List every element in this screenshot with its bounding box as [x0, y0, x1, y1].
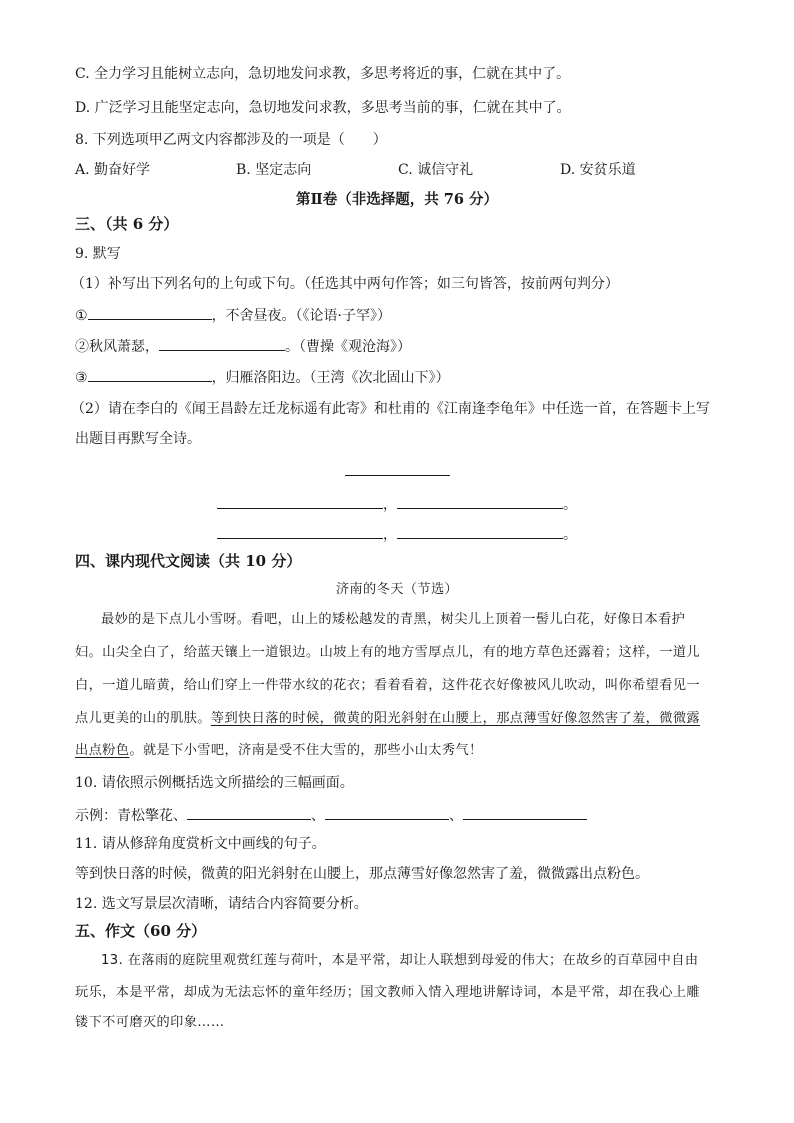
- blank3-prefix: ③: [75, 370, 88, 386]
- q10-blank-3[interactable]: [463, 805, 587, 820]
- q11-quote: 等到快日落的时候，微黄的阳光斜射在山腰上，那点薄雪好像忽然害了羞，微微露出点粉色。: [75, 866, 649, 882]
- passage-title: 济南的冬天（节选）: [335, 582, 459, 597]
- q11-stem: 11. 请从修辞角度赏析文中画线的句子。: [75, 836, 326, 852]
- part2-title: 第Ⅱ卷（非选择题，共 76 分）: [296, 191, 498, 208]
- q10-blank-1[interactable]: [187, 805, 311, 820]
- answer-blank-3[interactable]: [88, 367, 212, 382]
- q9-sub2-line1: （2）请在李白的《闻王昌龄左迁龙标遥有此寄》和杜甫的《江南逢李龟年》中任选一首，在答题卡上写: [71, 401, 710, 417]
- poem-period: 。: [563, 527, 577, 543]
- q9-blank3: [75, 367, 450, 388]
- passage-line-5: [75, 741, 483, 761]
- q9-sub1: （1）补写出下列名句的上句或下句。（任选其中两句作答；如三句皆答，按前两句判分）: [71, 276, 619, 292]
- q8-option-b: B. 坚定志向: [236, 162, 312, 178]
- passage-line-4: [75, 709, 700, 729]
- q13-line-2: 玩乐，本是平常，却成为无法忘怀的童年经历；国文教师入情入理地讲解诗词，本是平常，却在我心上雕: [75, 985, 701, 1000]
- q13-line-1: 13. 在落雨的庭院里观赏红莲与荷叶，本是平常，却让人联想到母爱的伟大；在故乡的百草园中自由: [101, 953, 699, 968]
- answer-blank-2[interactable]: [159, 336, 285, 351]
- q8-option-d: D. 安贫乐道: [560, 162, 636, 178]
- poem-title-line[interactable]: [345, 475, 450, 476]
- q10-sep-1: 、: [311, 808, 325, 824]
- q9-stem: 9. 默写: [75, 246, 121, 262]
- blank2-prefix: ②秋风萧瑟，: [75, 339, 159, 355]
- underlined-sentence-part1: 等到快日落的时候，微黄的阳光斜射在山腰上，那点薄雪好像忽然害了羞，微微露: [210, 711, 701, 726]
- q10-blank-2[interactable]: [325, 805, 449, 820]
- q9-blank2: [75, 336, 411, 357]
- q8-option-c: C. 诚信守礼: [398, 162, 474, 178]
- poem-row-1: [217, 494, 577, 515]
- passage-line-1: 最妙的是下点儿小雪呀。看吧，山上的矮松越发的青黑，树尖儿上顶着一髻儿白花，好像日本看护: [101, 612, 686, 627]
- poem-blank-1a[interactable]: [217, 494, 383, 509]
- q10-example: [75, 805, 587, 826]
- answer-blank-1[interactable]: [88, 305, 212, 320]
- passage-line-5-plain: 。就是下小雪吧，济南是受不住大雪的，那些小山太秀气！: [129, 743, 483, 758]
- q10-sep-2: 、: [449, 808, 463, 824]
- poem-row-2: [217, 524, 577, 545]
- q8-option-a: A. 勤奋好学: [75, 162, 151, 178]
- blank2-suffix: 。（曹操《观沧海》）: [285, 339, 411, 355]
- poem-blank-1b[interactable]: [397, 494, 563, 509]
- blank3-suffix: ，归雁洛阳边。（王湾《次北固山下》）: [211, 370, 450, 386]
- blank1-suffix: ，不舍昼夜。（《论语·子罕》）: [211, 308, 392, 324]
- blank1-prefix: ①: [75, 308, 88, 324]
- q7-option-c: C. 全力学习且能树立志向，急切地发问求教，多思考将近的事，仁就在其中了。: [75, 66, 571, 82]
- passage-line-2: 妇。山尖全白了，给蓝天镶上一道银边。山坡上有的地方雪厚点儿，有的地方草色还露着；这样，一道儿: [75, 645, 701, 660]
- q8-stem: 8. 下列选项甲乙两文内容都涉及的一项是（ ）: [75, 132, 387, 148]
- poem-comma: ，: [383, 497, 397, 513]
- underlined-sentence-part2: 出点粉色: [75, 743, 130, 758]
- q12-stem: 12. 选文写景层次清晰，请结合内容简要分析。: [75, 896, 368, 912]
- q13-line-3: 镂下不可磨灭的印象……: [75, 1015, 225, 1030]
- poem-blank-2b[interactable]: [397, 524, 563, 539]
- section4-heading: 四、课内现代文阅读（共 10 分）: [75, 552, 302, 570]
- section5-heading: 五、作文（60 分）: [75, 922, 207, 940]
- poem-period: 。: [563, 497, 577, 513]
- section3-heading: 三、（共 6 分）: [75, 215, 179, 233]
- passage-line-3: 白，一道儿暗黄，给山们穿上一件带水纹的花衣；看着看着，这件花衣好像被风儿吹动，叫你希望看见一: [75, 678, 701, 693]
- poem-comma: ，: [383, 527, 397, 543]
- q10-example-label: 示例：青松擎花、: [75, 808, 187, 824]
- q9-blank1: [75, 305, 391, 326]
- q9-sub2-line2: 出题目再默写全诗。: [75, 431, 201, 447]
- q7-option-d: D. 广泛学习且能坚定志向，急切地发问求教，多思考当前的事，仁就在其中了。: [75, 100, 571, 116]
- poem-blank-2a[interactable]: [217, 524, 383, 539]
- passage-line-4-plain: 点儿更美的山的肌肤。: [75, 711, 211, 726]
- q10-stem: 10. 请依照示例概括选文所描绘的三幅画面。: [75, 775, 354, 791]
